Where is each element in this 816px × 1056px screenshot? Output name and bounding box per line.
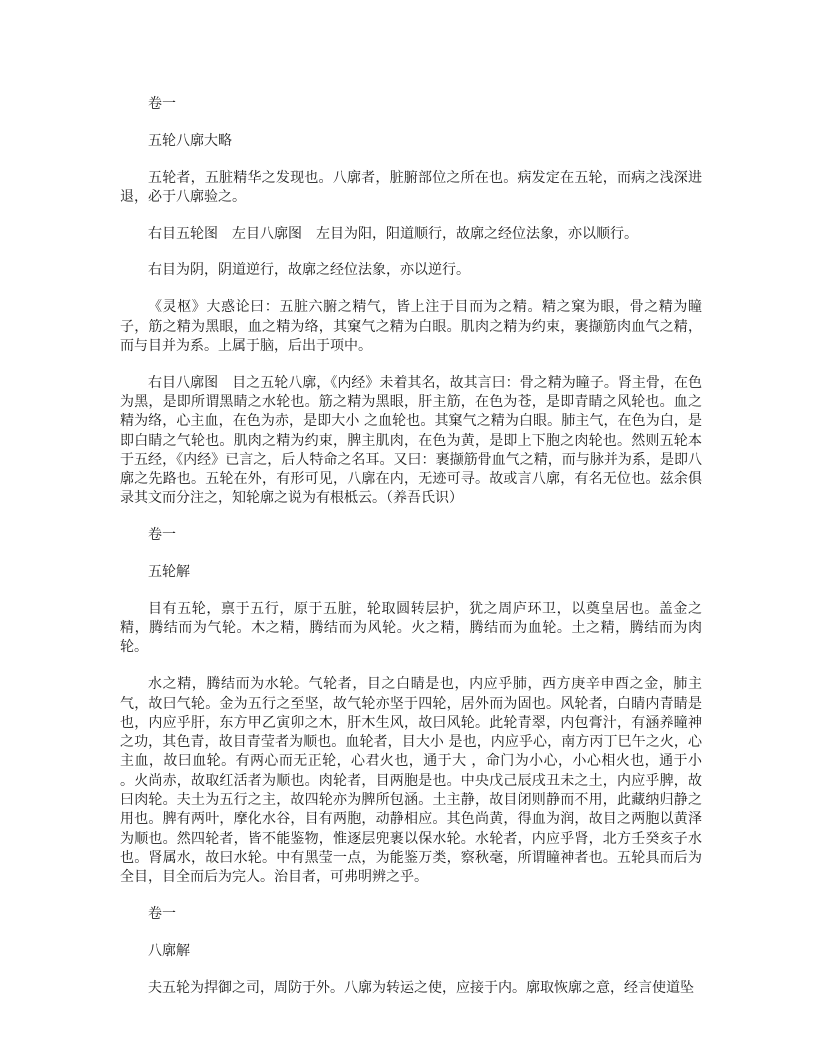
paragraph: 右目为阴，阴道逆行，故廓之经位法象，亦以逆行。 [148,262,470,279]
paragraph: 目有五轮，禀于五行，原于五脏，轮取圆转层护，犹之周庐环卫，以奠皇居也。盖金之精，腾结而为气轮。木之精，腾结而为风轮。火之精，腾结而为血轮。土之精，腾结而为肉轮。 [120,600,702,656]
volume-label: 卷一 [148,527,176,544]
paragraph: 五轮者，五脏精华之发现也。八廓者，脏腑部位之所在也。病发定在五轮，而病之浅深进退，必于八廓验之。 [120,169,702,205]
section-heading: 五轮八廓大略 [148,132,232,149]
volume-label: 卷一 [148,906,176,922]
section-heading: 八廓解 [148,942,190,959]
paragraph: 《灵枢》大惑论曰：五脏六腑之精气，皆上注于目而为之精。精之窠为眼，骨之精为瞳子，筋之精为黑眼，血之精为络，其窠气之精为白眼。肌肉之精为约束，裹撷筋肉血气之精，而与目并为系。上属于脑，后出于项中。 [120,299,702,354]
section-heading: 五轮解 [148,564,190,581]
paragraph: 水之精，腾结而为水轮。气轮者，目之白睛是也，内应乎肺，西方庚辛申酉之金，肺主气，故曰气轮。金为五行之至坚，故气轮亦坚于四轮，居外而为固也。风轮者，白睛内青睛是也，内应乎肝，东方甲乙寅卯之木，肝木生风，故曰风轮。此轮青翠，内包膏汁，有涵养瞳神之功，其色青，故目青莹者为顺也。血轮者，目大小 是也，内应乎心，南方丙丁巳午之火，心主血，故曰血轮。有两心而无正轮，心君火也，通于大 ，命门为小心，小心相火也，通于小 。火尚赤，故取红活者为顺也。肉轮者，目两胞是也。中央戊己辰戌丑未之土，内应乎脾，故曰肉轮。夫土为五行之主，故四轮亦为脾所包涵。土主静，故目闭则静而不用，此藏纳归静之用也。脾有两叶，摩化水谷，目有两胞，动静相应。其色尚黄，得血为润，故目之两胞以黄泽为顺也。然四轮者，皆不能鉴物，惟逐层兜裹以保水轮。水轮者，内应乎肾，北方壬癸亥子水也。肾属水，故曰水轮。中有黑莹一点，为能鉴万类，察秋毫，所谓瞳神者也。五轮具而后为全目，目全而后为完人。治目者，可弗明辨之乎。 [120,676,707,886]
document-page [120,95,707,1015]
paragraph: 右目五轮图 左目八廓图 左目为阳，阳道顺行，故廓之经位法象，亦以顺行。 [148,225,638,242]
paragraph: 右目八廓图 目之五轮八廓，《内经》未着其名，故其言曰：骨之精为瞳子。肾主骨，在色为黑，是即所谓黑睛之水轮也。筋之精为黑眼，肝主筋，在色为苍，是即青睛之风轮也。血之精为络，心主血，在色为赤，是即大小 之血轮也。其窠气之精为白眼。肺主气，在色为白，是即白睛之气轮也。肌肉之精为约束，脾主肌肉，在色为黄，是即上下胞之肉轮也。然则五轮本于五经，《内经》已言之，后人特命之名耳。又曰：裹撷筋骨血气之精，而与脉并为系，是即八廓之先路也。五轮在外，有形可见，八廓在内，无迹可寻。故或言八廓，有名无位也。兹余俱录其文而分注之，知轮廓之说为有根柢云。（养吾氏识） [120,374,702,507]
volume-label: 卷一 [148,96,176,112]
paragraph: 夫五轮为捍御之司，周防于外。八廓为转运之使，应接于内。廓取恢廓之意，经言使道坠 [148,979,694,996]
